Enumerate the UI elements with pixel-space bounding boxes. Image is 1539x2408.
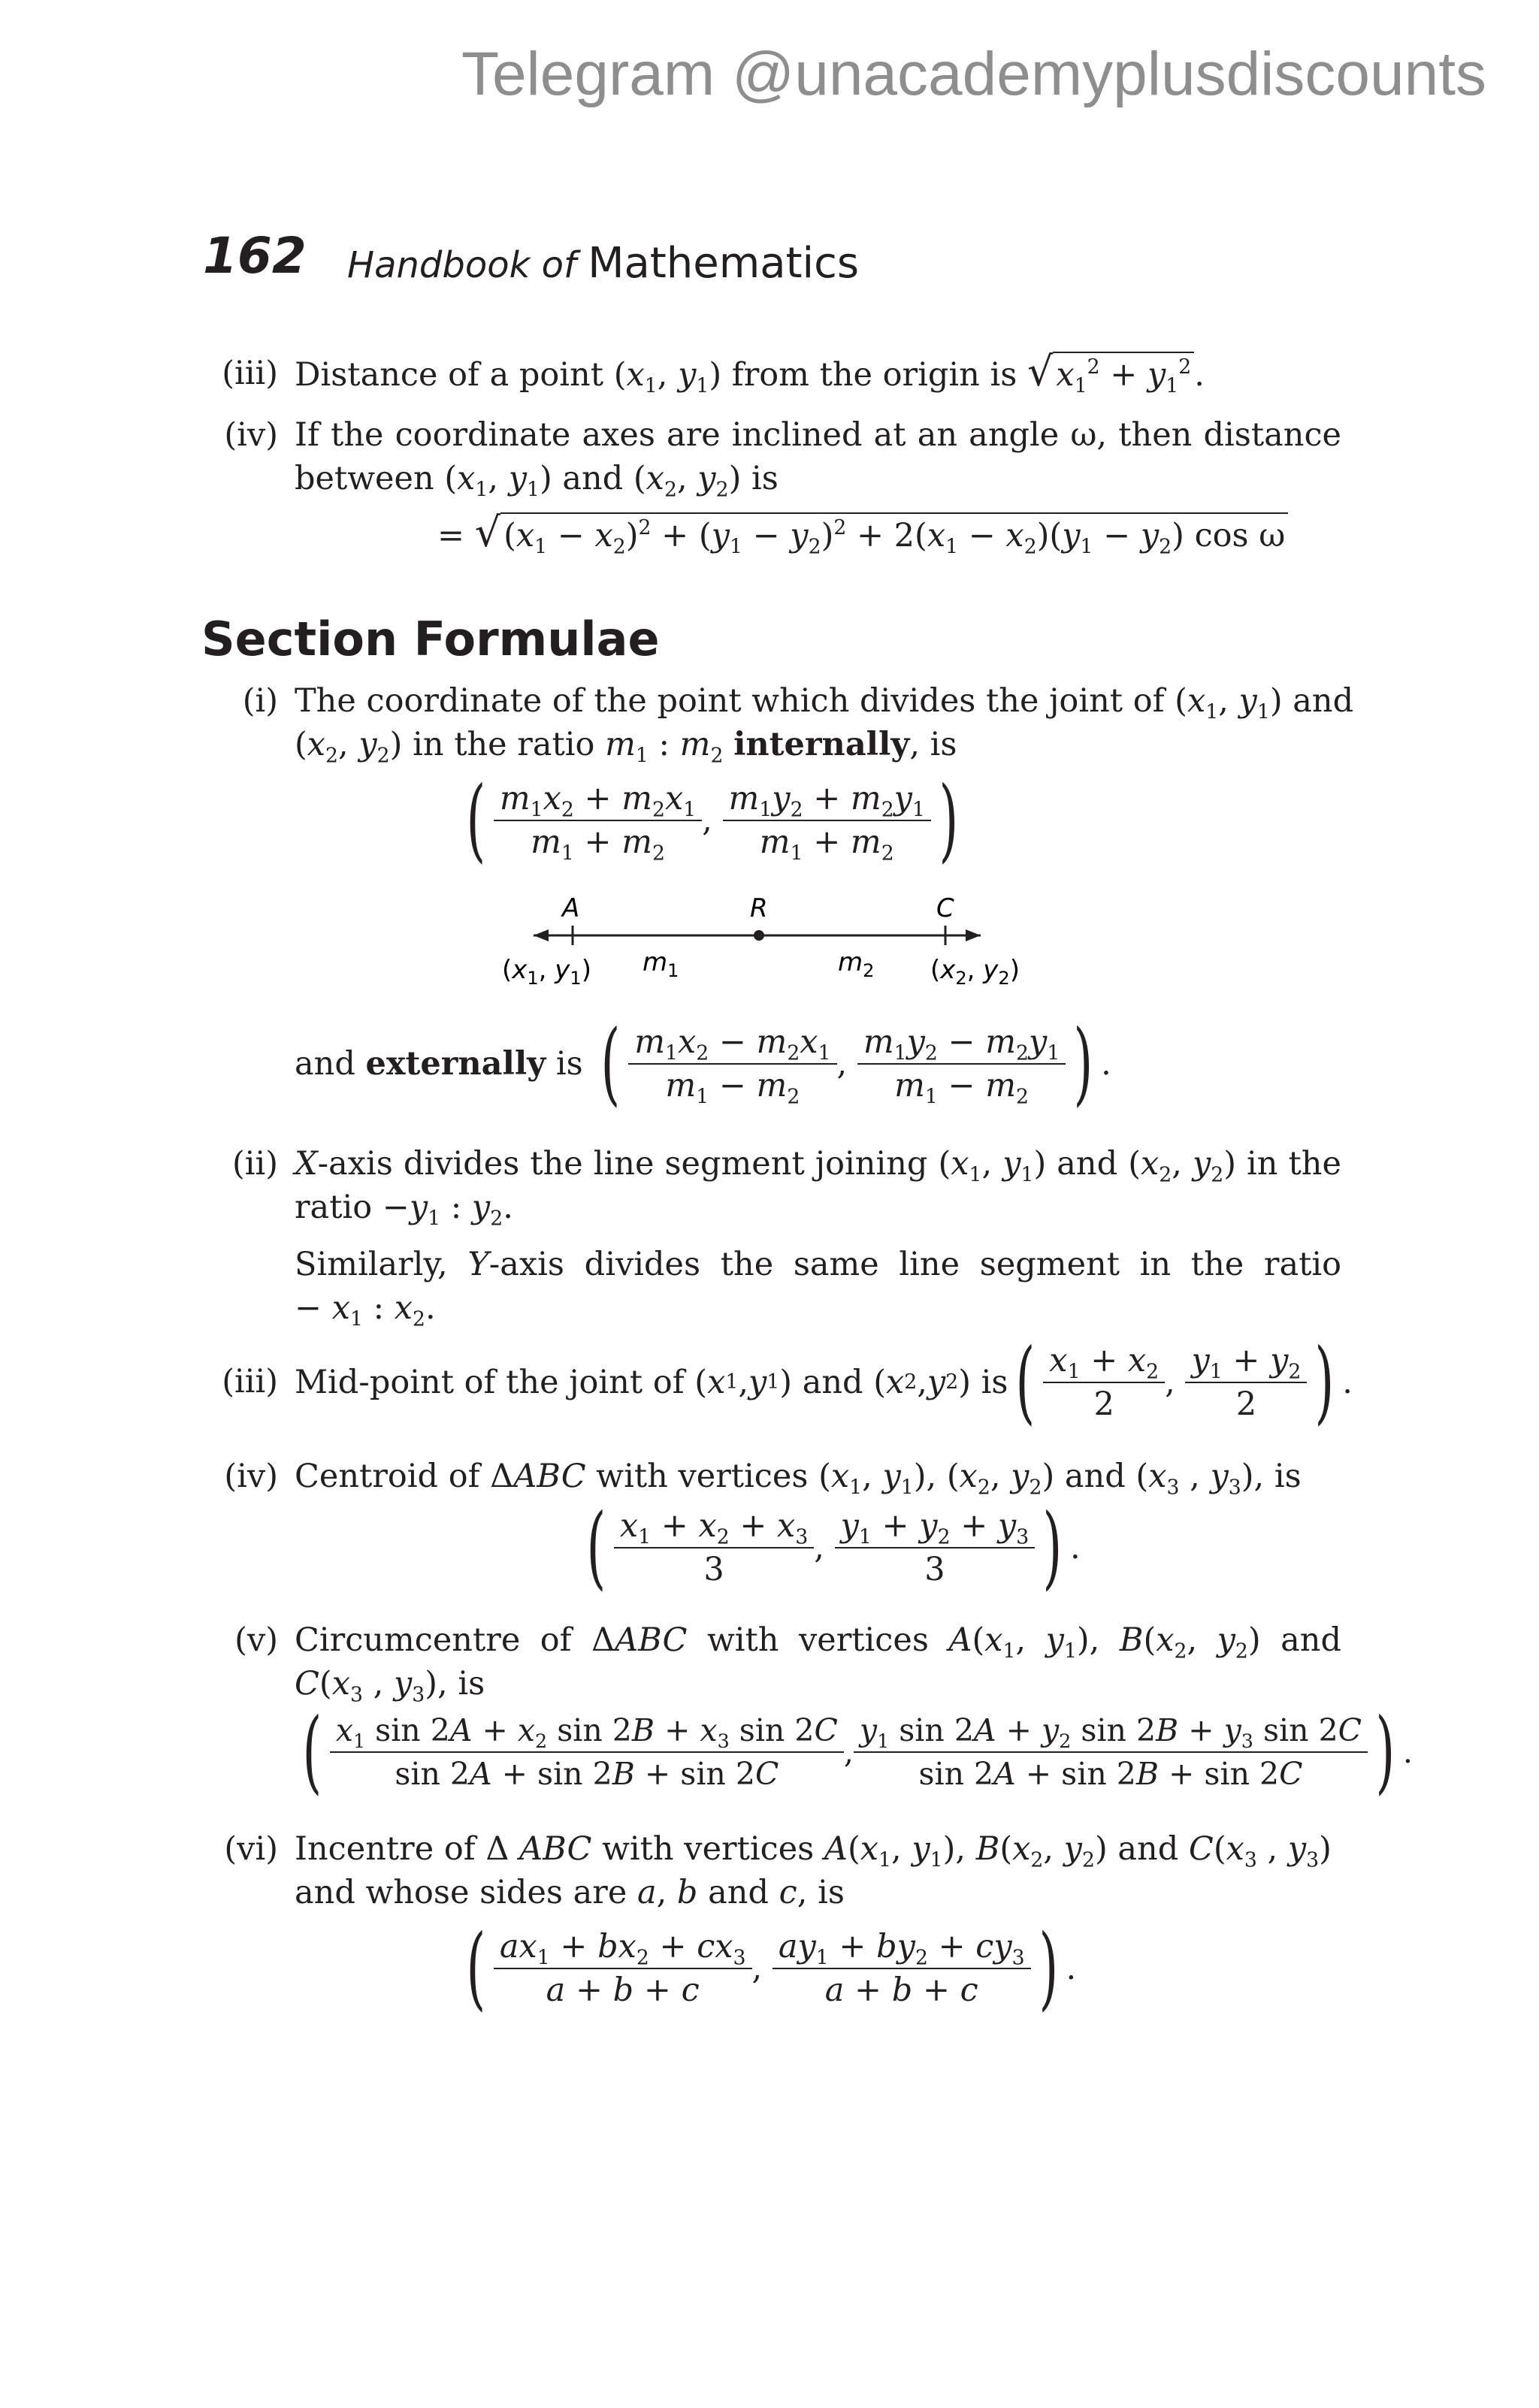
inclined-axes-line1: If the coordinate axes are inclined at an angle ω, then distance (295, 416, 1341, 454)
item-label: (iii) (222, 1363, 278, 1400)
text: is (555, 1045, 583, 1083)
text: is (751, 460, 779, 497)
text: and (802, 1364, 863, 1401)
text: with vertices (596, 1458, 809, 1495)
label-x1y1: ($x_1$, $y_1$) (502, 955, 591, 989)
label-m2: $m_2$ (838, 947, 875, 981)
external-division-formula: and externally is ( $\frac{m_1x_2 - m_2x_1}{m_1 - m_2}$ , $\frac{m_1y_2 - m_2y_1}{m_1 - m_2}$ ) . (295, 1011, 1111, 1116)
y-axis-division-line2: − $x_1$ : $x_2$. (295, 1289, 436, 1331)
text: and (295, 1045, 355, 1083)
book-title (347, 239, 859, 288)
label-a: A (562, 893, 580, 923)
text: The coordinate of the point which divides the joint of (295, 682, 1165, 720)
text: -axis divides the same line segment in the ratio (488, 1246, 1342, 1283)
inclined-distance-formula: = $√(x_1 - x_2)^2 + (y_1 - y_2)^2 + 2(x_1 - x_2)(y_1 - y_2)$ cos ω (437, 511, 1288, 557)
item-label: (iv) (224, 416, 278, 454)
centroid-line: Centroid of ΔABC with vertices ($x_1$, $y_1$), ($x_2$, $y_2$) and ($x_3$ , $y_3$), is (295, 1458, 1302, 1500)
text: between (295, 460, 434, 497)
x-axis-division-line2: ratio $-y_1$ : $y_2$. (295, 1189, 513, 1231)
text: and (708, 1874, 769, 1911)
text: vertices (798, 1621, 929, 1659)
item-label: (iii) (222, 355, 278, 392)
item-label: (vi) (224, 1830, 278, 1868)
x-axis-division-line1: X-axis divides the line segment joining ($x_1$, $y_1$) and ($x_2$, $y_2$) in the (295, 1145, 1341, 1187)
text: with vertices (602, 1830, 815, 1868)
text: of (540, 1621, 572, 1659)
text: and (1064, 1458, 1126, 1495)
text: -axis divides the line segment joining (317, 1145, 928, 1183)
left-arrowhead (534, 929, 549, 941)
text: with (706, 1621, 779, 1659)
text: Incentre of (295, 1830, 476, 1868)
label-m1: $m_1$ (643, 947, 679, 981)
text: , is (797, 1874, 845, 1911)
text: in the ratio (413, 726, 595, 763)
centroid-formula: ( $\frac{x_1 + x_2 + x_3}{3}$ , $\frac{y_1 + y_2 + y_3}{3}$ ) . (586, 1495, 1081, 1600)
mid-point-formula: Mid-point of the joint of ( x 1 , y 1 ) and ( x 2 , y 2 ) is ( $\frac{x_1 + x_2}{2}$ , $\frac{y_1 + y_2}{2}$ ) . (295, 1330, 1353, 1434)
text: , is (1253, 1458, 1302, 1495)
label-x2y2: ($x_2$, $y_2$) (930, 955, 1020, 989)
text: Mid-point of the joint of (295, 1364, 685, 1401)
watermark: Telegram @unacademyplusdiscounts (461, 40, 1486, 108)
text: from the origin is (731, 356, 1017, 394)
internal-division-line1: The coordinate of the point which divides the joint of ($x_1$, $y_1$) and (295, 682, 1354, 724)
book-title-main: Mathematics (588, 239, 860, 288)
text: and (1280, 1621, 1342, 1659)
point-r (754, 930, 764, 941)
y-axis-division-line1: Similarly, Y-axis divides the same line segment in the ratio (295, 1246, 1342, 1283)
text: , is (437, 1665, 485, 1703)
text: and (1293, 682, 1354, 720)
inclined-axes-line2: between ($x_1$, $y_1$) and ($x_2$, $y_2$) is (295, 460, 779, 502)
circumcentre-formula: ( $\frac{x_1 \sin 2A + x_2 \sin 2B + x_3 \sin 2C}{\sin 2A + \sin 2B + \sin 2C}$ , $\frac{y_1 \sin 2A + y_2 \sin 2B + y_3 \sin 2C}{\sin 2A + \sin 2B + \sin 2C}$ ) . (302, 1699, 1413, 1804)
text: and (1057, 1145, 1118, 1183)
text: , is (909, 726, 957, 763)
text: Circumcentre (295, 1621, 521, 1659)
item-label: (ii) (231, 1145, 278, 1183)
distance-origin-line: Distance of a point ($x_1$, $y_1$) from the origin is $√x_1^2 + y_1^2$. (295, 348, 1205, 398)
item-label: (iv) (224, 1458, 278, 1495)
incentre-line2: and whose sides are a, b and c, is (295, 1874, 845, 1911)
section-division-diagram (481, 887, 1022, 999)
book-title-prefix: Handbook of (347, 244, 576, 286)
label-c: C (936, 893, 954, 923)
circumcentre-line1: Circumcentre of ΔABC with vertices $A(x_1$, $y_1$), $B(x_2$, $y_2$) and (295, 1621, 1342, 1663)
text: and (562, 460, 624, 497)
bold-text: internally (733, 726, 910, 763)
right-arrowhead (966, 929, 981, 941)
section-heading: Section Formulae (201, 612, 660, 666)
text: in the (1247, 1145, 1341, 1183)
text: and (1117, 1830, 1179, 1868)
incentre-line1: Incentre of Δ ABC with vertices $A(x_1$, $y_1$), $B(x_2$, $y_2$) and $C(x_3$ , $y_3$) (295, 1830, 1332, 1872)
bold-text: externally (365, 1045, 546, 1083)
page-number: 162 (203, 227, 307, 285)
circumcentre-line2: $C(x_3$ , $y_3$), is (295, 1665, 485, 1707)
label-r: R (750, 893, 768, 923)
item-label: (v) (234, 1621, 278, 1659)
text: Centroid of (295, 1458, 480, 1495)
text: Distance of a point (295, 356, 604, 394)
item-label: (i) (242, 682, 278, 720)
text: ratio (295, 1189, 373, 1226)
incentre-formula: ( $\frac{ax_1 + bx_2 + cx_3}{a + b + c}$ , $\frac{ay_1 + by_2 + cy_3}{a + b + c}$ ) . (466, 1916, 1077, 2020)
internal-division-line2: ($x_2$, $y_2$) in the ratio $m_1$ : $m_2$ internally, is (295, 726, 957, 768)
text: Similarly, (295, 1246, 448, 1283)
text: is (981, 1364, 1008, 1401)
internal-division-formula: ( $\frac{m_1x_2 + m_2x_1}{m_1 + m_2}$ , $\frac{m_1y_2 + m_2y_1}{m_1 + m_2}$ ) (466, 768, 959, 872)
text: and whose sides are (295, 1874, 627, 1911)
